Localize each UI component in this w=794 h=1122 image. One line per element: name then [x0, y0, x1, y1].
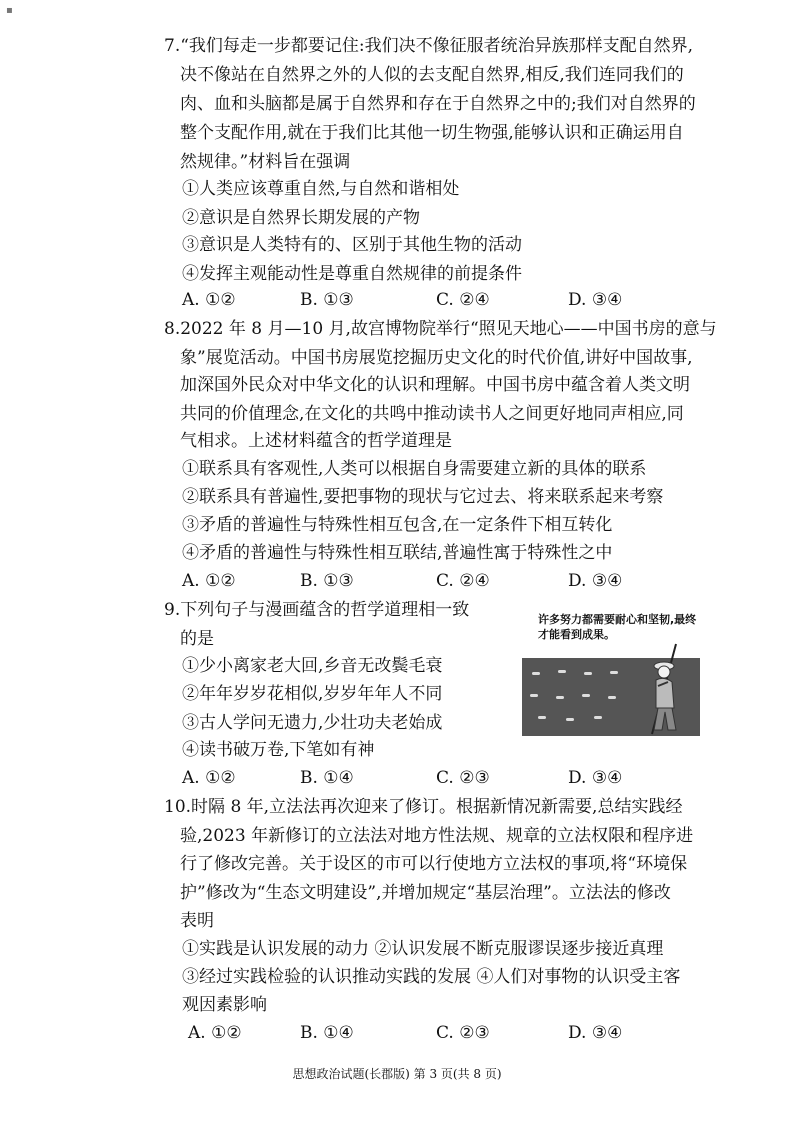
- option-statement: ②联系具有普遍性,要把事物的现状与它过去、将来联系起来考察: [182, 487, 664, 507]
- answer-choices: [182, 765, 702, 791]
- question-text-line: 验,2023 年新修订的立法法对地方性法规、规章的立法权限和程序进: [180, 826, 694, 846]
- option-statement: ①实践是认识发展的动力 ②认识发展不断克服谬误逐步接近真理: [182, 939, 664, 959]
- option-statement: 观因素影响: [182, 995, 267, 1015]
- question-text-line: 表明: [180, 911, 214, 931]
- question-text-line: 7.“我们每走一步都要记住:我们决不像征服者统治异族那样支配自然界,: [164, 36, 694, 56]
- sprout-icon: [594, 716, 602, 719]
- choice-a[interactable]: A. ①②: [188, 1023, 242, 1043]
- choice-a[interactable]: A. ①②: [182, 290, 236, 310]
- question-text-line: 8.2022 年 8 月—10 月,故宫博物院举行“照见天地心——中国书房的意与: [164, 319, 717, 339]
- sprout-icon: [558, 670, 566, 673]
- option-statement: ③经过实践检验的认识推动实践的发展 ④人们对事物的认识受主客: [182, 967, 681, 987]
- choice-c[interactable]: C. ②③: [436, 768, 490, 788]
- choice-c[interactable]: C. ②④: [436, 290, 490, 310]
- option-statement: ④发挥主观能动性是尊重自然规律的前提条件: [182, 264, 522, 284]
- farmer-with-hoe-icon: [634, 642, 694, 736]
- option-statement: ④矛盾的普遍性与特殊性相互联结,普遍性寓于特殊性之中: [182, 543, 613, 563]
- corner-mark: ▪: [6, 5, 13, 16]
- question-text-line: 然规律。”材料旨在强调: [180, 152, 351, 172]
- question-text-line: 10.时隔 8 年,立法法再次迎来了修订。根据新情况新需要,总结实践经: [164, 797, 683, 817]
- option-statement: ③古人学问无遗力,少壮功夫老始成: [182, 713, 443, 733]
- question-text-line: 共同的价值理念,在文化的共鸣中推动读书人之间更好地同声相应,同: [180, 404, 684, 424]
- choice-b[interactable]: B. ①④: [300, 768, 354, 788]
- sprout-icon: [566, 718, 574, 721]
- option-statement: ②意识是自然界长期发展的产物: [182, 208, 420, 228]
- page-footer: 思想政治试题(长郡版) 第 3 页(共 8 页): [292, 1067, 502, 1081]
- option-statement: ③意识是人类特有的、区别于其他生物的活动: [182, 235, 522, 255]
- question-text-line: 气相求。上述材料蕴含的哲学道理是: [180, 431, 452, 451]
- option-statement: ②年年岁岁花相似,岁岁年年人不同: [182, 684, 443, 704]
- choice-c[interactable]: C. ②④: [436, 571, 490, 591]
- choice-d[interactable]: D. ③④: [568, 768, 623, 788]
- choice-b[interactable]: B. ①④: [300, 1023, 354, 1043]
- answer-choices: [182, 287, 702, 313]
- option-statement: ③矛盾的普遍性与特殊性相互包含,在一定条件下相互转化: [182, 515, 613, 535]
- sprout-icon: [584, 672, 592, 675]
- sprout-icon: [556, 696, 564, 699]
- choice-c[interactable]: C. ②③: [436, 1023, 490, 1043]
- question-text-line: 象”展览活动。中国书房展览挖掘历史文化的时代价值,讲好中国故事,: [180, 348, 693, 368]
- comic-illustration: [522, 610, 700, 736]
- option-statement: ①人类应该尊重自然,与自然和谐相处: [182, 179, 460, 199]
- choice-a[interactable]: A. ①②: [182, 768, 236, 788]
- sprout-icon: [608, 696, 616, 699]
- choice-b[interactable]: B. ①③: [300, 571, 354, 591]
- question-text-line: 9.下列句子与漫画蕴含的哲学道理相一致: [164, 600, 470, 620]
- answer-choices: [182, 568, 702, 594]
- question-text-line: 肉、血和头脑都是属于自然界和存在于自然界之中的;我们对自然界的: [180, 94, 696, 114]
- sprout-icon: [530, 694, 538, 697]
- sprout-icon: [532, 672, 540, 675]
- question-text-line: 的是: [180, 629, 214, 649]
- choice-a[interactable]: A. ①②: [182, 571, 236, 591]
- sprout-icon: [582, 694, 590, 697]
- option-statement: ①少小离家老大回,乡音无改鬓毛衰: [182, 656, 443, 676]
- sprout-icon: [538, 716, 546, 719]
- choice-d[interactable]: D. ③④: [568, 290, 623, 310]
- question-text-line: 行了修改完善。关于设区的市可以行使地方立法权的事项,将“环境保: [180, 854, 688, 874]
- comic-caption: 许多努力都需要耐心和坚韧,最终才能看到成果。: [538, 613, 697, 641]
- question-text-line: 决不像站在自然界之外的人似的去支配自然界,相反,我们连同我们的: [180, 65, 684, 85]
- sprout-icon: [610, 671, 618, 674]
- option-statement: ④读书破万卷,下笔如有神: [182, 740, 375, 760]
- question-text-line: 护”修改为“生态文明建设”,并增加规定“基层治理”。立法法的修改: [180, 883, 671, 903]
- choice-d[interactable]: D. ③④: [568, 571, 623, 591]
- question-text-line: 整个支配作用,就在于我们比其他一切生物强,能够认识和正确运用自: [180, 123, 684, 143]
- choice-d[interactable]: D. ③④: [568, 1023, 623, 1043]
- choice-b[interactable]: B. ①③: [300, 290, 354, 310]
- answer-choices: [182, 1020, 702, 1046]
- question-text-line: 加深国外民众对中华文化的认识和理解。中国书房中蕴含着人类文明: [180, 375, 690, 395]
- option-statement: ①联系具有客观性,人类可以根据自身需要建立新的具体的联系: [182, 459, 647, 479]
